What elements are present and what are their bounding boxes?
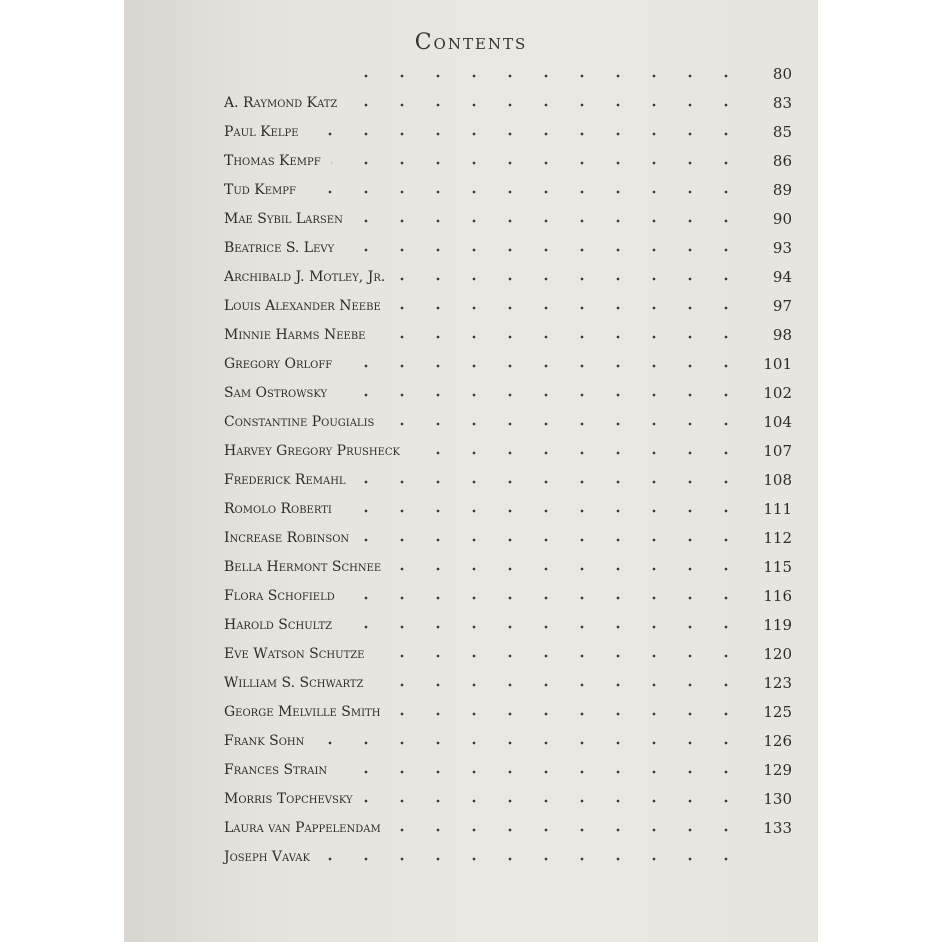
dot-leader (342, 364, 744, 368)
entry-name: A. Raymond Katz (224, 95, 338, 111)
dot-leader (359, 538, 744, 542)
entry-page-number: 83 (772, 94, 792, 112)
dot-leader (337, 393, 744, 397)
entry-name: Bella Hermont Schnee (224, 559, 382, 575)
toc-entry (224, 174, 792, 200)
toc-entry (224, 812, 792, 838)
entry-name: Morris Topchevsky (224, 791, 353, 807)
entry-name: Thomas Kempf (224, 153, 321, 169)
toc-entry (224, 638, 792, 664)
entry-page-number: 120 (763, 645, 792, 663)
entry-page-number: 119 (763, 616, 792, 634)
dot-leader (373, 683, 744, 687)
entry-name: Tud Kempf (224, 182, 296, 198)
dot-leader (353, 219, 744, 223)
dot-leader (306, 190, 744, 194)
toc-entry (224, 551, 792, 577)
entry-page-number: 94 (772, 268, 792, 286)
toc-entry (224, 783, 792, 809)
toc-entry (224, 87, 792, 113)
dot-leader (342, 509, 744, 513)
dot-leader (363, 799, 744, 803)
entry-name: Beatrice S. Levy (224, 240, 335, 256)
toc-entry (224, 609, 792, 635)
entry-name: George Melville Smith (224, 704, 381, 720)
entry-page-number: 101 (763, 355, 792, 373)
entry-name: Eve Watson Schutze (224, 646, 365, 662)
entry-page-number: 130 (763, 790, 792, 808)
entry-name: Harold Schultz (224, 617, 333, 633)
entry-name: Louis Alexander Neebe (224, 298, 381, 314)
toc-entry (224, 145, 792, 171)
entry-page-number: 133 (763, 819, 792, 837)
toc-entry (224, 58, 792, 84)
entry-page-number: 123 (763, 674, 792, 692)
entry-name: Flora Schofield (224, 588, 335, 604)
dot-leader (309, 132, 744, 136)
toc-entry (224, 232, 792, 258)
toc-entry (224, 116, 792, 142)
entry-page-number: 125 (763, 703, 792, 721)
toc-entry (224, 435, 792, 461)
entry-page-number: 98 (772, 326, 792, 344)
toc-entry (224, 377, 792, 403)
contents-heading: Contents (414, 30, 528, 55)
dot-leader (342, 625, 744, 629)
dot-leader (390, 712, 744, 716)
dot-leader (344, 248, 744, 252)
entry-page-number: 115 (763, 558, 792, 576)
entry-name: Romolo Roberti (224, 501, 332, 517)
entry-page-number: 129 (763, 761, 792, 779)
dot-leader (364, 74, 744, 78)
entry-page-number: 93 (772, 239, 792, 257)
dot-leader (345, 596, 744, 600)
dot-leader (410, 451, 744, 455)
entry-name: William S. Schwartz (224, 675, 364, 691)
entry-page-number: 116 (763, 587, 792, 605)
toc-entry (224, 406, 792, 432)
entry-name: Increase Robinson (224, 530, 350, 546)
entry-page-number: 90 (772, 210, 792, 228)
entry-page-number: 102 (763, 384, 792, 402)
dot-leader (375, 335, 744, 339)
entry-name: Harvey Gregory Prusheck (224, 443, 401, 459)
toc-entry (224, 464, 792, 490)
entry-page-number: 111 (763, 500, 792, 518)
dot-leader (391, 306, 744, 310)
toc-entry (224, 290, 792, 316)
dot-leader (320, 857, 744, 861)
entry-page-number: 86 (772, 152, 792, 170)
entry-name: Archibald J. Motley, Jr. (224, 269, 386, 285)
dot-leader (395, 277, 744, 281)
entry-page-number: 107 (763, 442, 792, 460)
dot-leader (391, 828, 744, 832)
dot-leader (391, 567, 744, 571)
entry-name: Joseph Vavak (224, 849, 310, 865)
toc-entry (224, 261, 792, 287)
toc-entry (224, 203, 792, 229)
dot-leader (374, 654, 744, 658)
dot-leader (356, 480, 744, 484)
entry-page-number: 104 (763, 413, 792, 431)
entry-name: Constantine Pougialis (224, 414, 375, 430)
entry-name: Gregory Orloff (224, 356, 333, 372)
entry-name: Laura van Pappelendam (224, 820, 381, 836)
entry-name: Sam Ostrowsky (224, 385, 328, 401)
entry-page-number: 126 (763, 732, 792, 750)
toc-entry (224, 348, 792, 374)
entry-name: Minnie Harms Neebe (224, 327, 366, 343)
toc-entry (224, 696, 792, 722)
entry-page-number: 112 (763, 529, 792, 547)
toc-entry (224, 580, 792, 606)
toc-entry (224, 754, 792, 780)
book-page (124, 0, 818, 942)
dot-leader (337, 770, 744, 774)
entry-name: Mae Sybil Larsen (224, 211, 343, 227)
dot-leader (347, 103, 744, 107)
toc-entry (224, 667, 792, 693)
entry-page-number: 97 (772, 297, 792, 315)
toc-entry (224, 841, 792, 867)
entry-name: Frances Strain (224, 762, 328, 778)
dot-leader (314, 741, 744, 745)
entry-page-number: 89 (772, 181, 792, 199)
toc-entry (224, 319, 792, 345)
toc-entry (224, 493, 792, 519)
entry-page-number: 80 (772, 65, 792, 83)
entry-page-number: 108 (763, 471, 792, 489)
toc-entry (224, 522, 792, 548)
entry-name: Paul Kelpe (224, 124, 299, 140)
entry-name: Frederick Remahl (224, 472, 346, 488)
dot-leader (331, 161, 744, 165)
dot-leader (384, 422, 744, 426)
entry-page-number: 85 (772, 123, 792, 141)
entry-name: Frank Sohn (224, 733, 305, 749)
toc-entry (224, 725, 792, 751)
